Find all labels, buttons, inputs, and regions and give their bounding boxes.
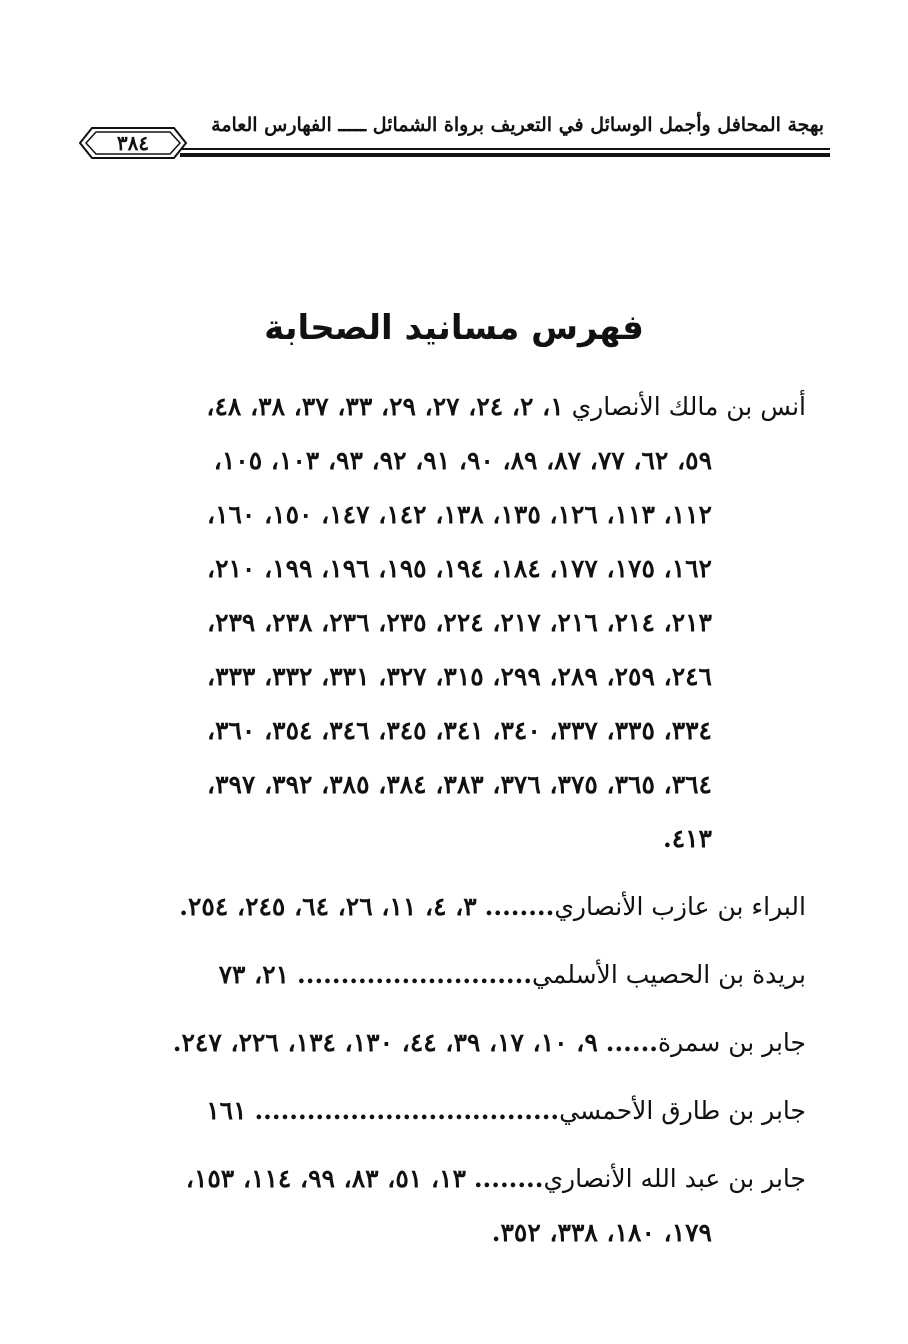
page-number: ٣٨٤ <box>116 131 150 155</box>
entry-continuation-line <box>114 596 806 650</box>
entry-references: ٥٩، ٦٢، ٧٧، ٨٧، ٨٩، ٩٠، ٩١، ٩٢، ٩٣، ١٠٣، ١٠٥، <box>213 446 712 475</box>
running-title: بهجة المحافل وأجمل الوسائل في التعريف برواة الشمائل ـــــ الفهارس العامة <box>211 114 824 136</box>
entry-references: ٣٣٤، ٣٣٥، ٣٣٧، ٣٤٠، ٣٤١، ٣٤٥، ٣٤٦، ٣٥٤، ٣٦٠، <box>207 716 712 745</box>
companion-name: جابر بن طارق الأحمسي <box>559 1096 806 1125</box>
entry-first-line <box>114 948 806 1002</box>
entry-first-line <box>114 880 806 934</box>
entry-references: ٣، ٤، ١١، ٢٦، ٦٤، ٢٤٥، ٢٥٤. <box>179 892 477 921</box>
index-entry <box>114 1084 806 1138</box>
companion-name: بريدة بن الحصيب الأسلمي <box>532 960 806 989</box>
entry-continuation-line <box>114 488 806 542</box>
leader-dots: ...... <box>605 1028 658 1057</box>
entry-references: ١١٢، ١١٣، ١٢٦، ١٣٥، ١٣٨، ١٤٢، ١٤٧، ١٥٠، ١٦٠، <box>207 500 712 529</box>
companion-name: البراء بن عازب الأنصاري <box>554 892 806 921</box>
entry-references: ١٦١ <box>206 1096 247 1125</box>
index-entry <box>114 948 806 1002</box>
entry-continuation-line <box>114 542 806 596</box>
entry-references: ١٧٩، ١٨٠، ٣٣٨، ٣٥٢. <box>491 1218 712 1247</box>
entry-continuation-line <box>114 812 806 866</box>
entry-references: ٣٦٤، ٣٦٥، ٣٧٥، ٣٧٦، ٣٨٣، ٣٨٤، ٣٨٥، ٣٩٢، ٣٩٧، <box>207 770 712 799</box>
entry-references: ١، ٢، ٢٤، ٢٧، ٢٩، ٣٣، ٣٧، ٣٨، ٤٨، <box>206 392 564 421</box>
entry-continuation-line <box>114 1206 806 1260</box>
entry-references: ٢١، ٧٣ <box>218 960 290 989</box>
companion-name: جابر بن سمرة <box>658 1028 806 1057</box>
header-rule-thick <box>180 153 830 157</box>
leader-dots: ........ <box>473 1164 544 1193</box>
entry-references: ١٣، ٥١، ٨٣، ٩٩، ١١٤، ١٥٣، <box>185 1164 466 1193</box>
leader-dots: ........................... <box>297 960 533 989</box>
index-entry <box>114 1016 806 1070</box>
leader-dots: ................................... <box>254 1096 560 1125</box>
entry-references: ٢١٣، ٢١٤، ٢١٦، ٢١٧، ٢٢٤، ٢٣٥، ٢٣٦، ٢٣٨، ٢٣٩، <box>207 608 712 637</box>
entry-references: ١٦٢، ١٧٥، ١٧٧، ١٨٤، ١٩٤، ١٩٥، ١٩٦، ١٩٩، ٢١٠، <box>207 554 712 583</box>
index-entry <box>114 1152 806 1260</box>
entry-references: ٩، ١٠، ١٧، ٣٩، ٤٤، ١٣٠، ١٣٤، ٢٢٦، ٢٤٧. <box>172 1028 598 1057</box>
running-header <box>70 108 830 168</box>
index-entry <box>114 880 806 934</box>
entry-first-line <box>114 380 806 434</box>
entry-references: ٤١٣. <box>662 824 712 853</box>
index-entry <box>114 380 806 866</box>
entry-first-line <box>114 1016 806 1070</box>
companion-name: جابر بن عبد الله الأنصاري <box>543 1164 806 1193</box>
leader-dots: ........ <box>484 892 555 921</box>
entry-continuation-line <box>114 758 806 812</box>
entry-continuation-line <box>114 650 806 704</box>
entry-references: ٢٤٦، ٢٥٩، ٢٨٩، ٢٩٩، ٣١٥، ٣٢٧، ٣٣١، ٣٣٢، ٣٣٣، <box>207 662 712 691</box>
entry-first-line <box>114 1084 806 1138</box>
section-title: فهرس مسانيد الصحابة <box>264 308 644 348</box>
header-rule-thin <box>180 148 830 150</box>
entry-continuation-line <box>114 434 806 488</box>
entry-first-line <box>114 1152 806 1206</box>
page-number-badge <box>76 122 190 164</box>
index-entries <box>114 380 806 1274</box>
companion-name: أنس بن مالك الأنصاري <box>571 392 806 421</box>
entry-continuation-line <box>114 704 806 758</box>
